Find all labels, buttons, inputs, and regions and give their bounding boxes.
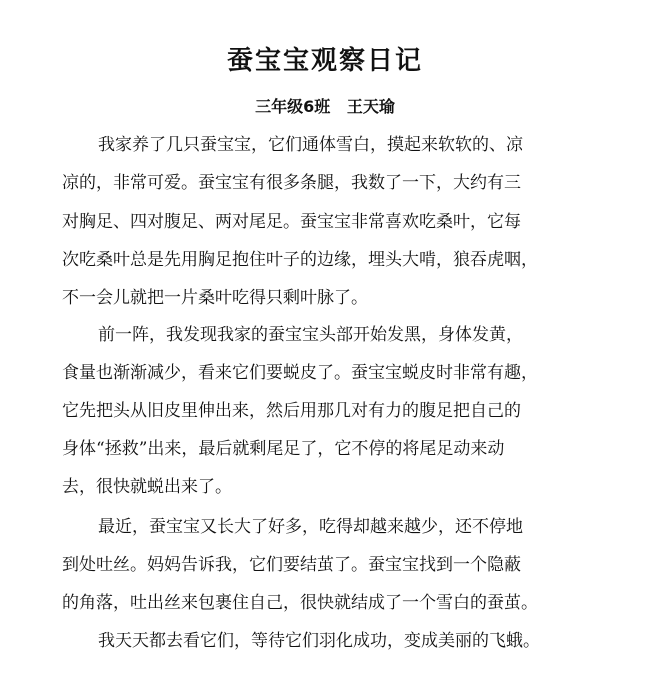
- text-line-3: 对胸足、四对腹足、两对尾足。蚕宝宝非常喜欢吃桑叶，它每: [62, 212, 521, 232]
- text-line-11: 最近，蚕宝宝又长大了好多，吃得却越来越少，还不停地: [98, 517, 523, 537]
- text-line-2: 凉的，非常可爱。蚕宝宝有很多条腿，我数了一下，大约有三: [62, 173, 521, 193]
- text-line-10: 去，很快就蜕出来了。: [62, 477, 232, 497]
- text-line-12: 到处吐丝。妈妈告诉我，它们要结茧了。蚕宝宝找到一个隐蔽: [62, 555, 521, 575]
- text-line-6: 前一阵，我发现我家的蚕宝宝头部开始发黑，身体发黄，: [98, 325, 523, 345]
- page-title: 蚕宝宝观察日记: [226, 46, 423, 76]
- text-line-7: 食量也渐渐减少，看来它们要蜕皮了。蚕宝宝蜕皮时非常有趣，: [62, 363, 538, 383]
- text-line-1: 我家养了几只蚕宝宝，它们通体雪白，摸起来软软的、凉: [98, 135, 523, 155]
- text-line-8: 它先把头从旧皮里伸出来，然后用那几对有力的腹足把自己的: [62, 401, 521, 421]
- text-line-9: 身体“拯救”出来，最后就剩尾足了，它不停的将尾足动来动: [62, 439, 505, 459]
- text-line-14: 我天天都去看它们，等待它们羽化成功，变成美丽的飞蛾。: [98, 631, 540, 651]
- text-line-5: 不一会儿就把一片桑叶吃得只剩叶脉了。: [62, 288, 368, 308]
- text-line-13: 的角落，吐出丝来包裹住自己，很快就结成了一个雪白的蚕茧。: [62, 593, 538, 613]
- author-byline: 三年级6班 王天瑜: [255, 97, 395, 116]
- text-line-4: 次吃桑叶总是先用胸足抱住叶子的边缘，埋头大啃，狼吞虎咽，: [62, 250, 538, 270]
